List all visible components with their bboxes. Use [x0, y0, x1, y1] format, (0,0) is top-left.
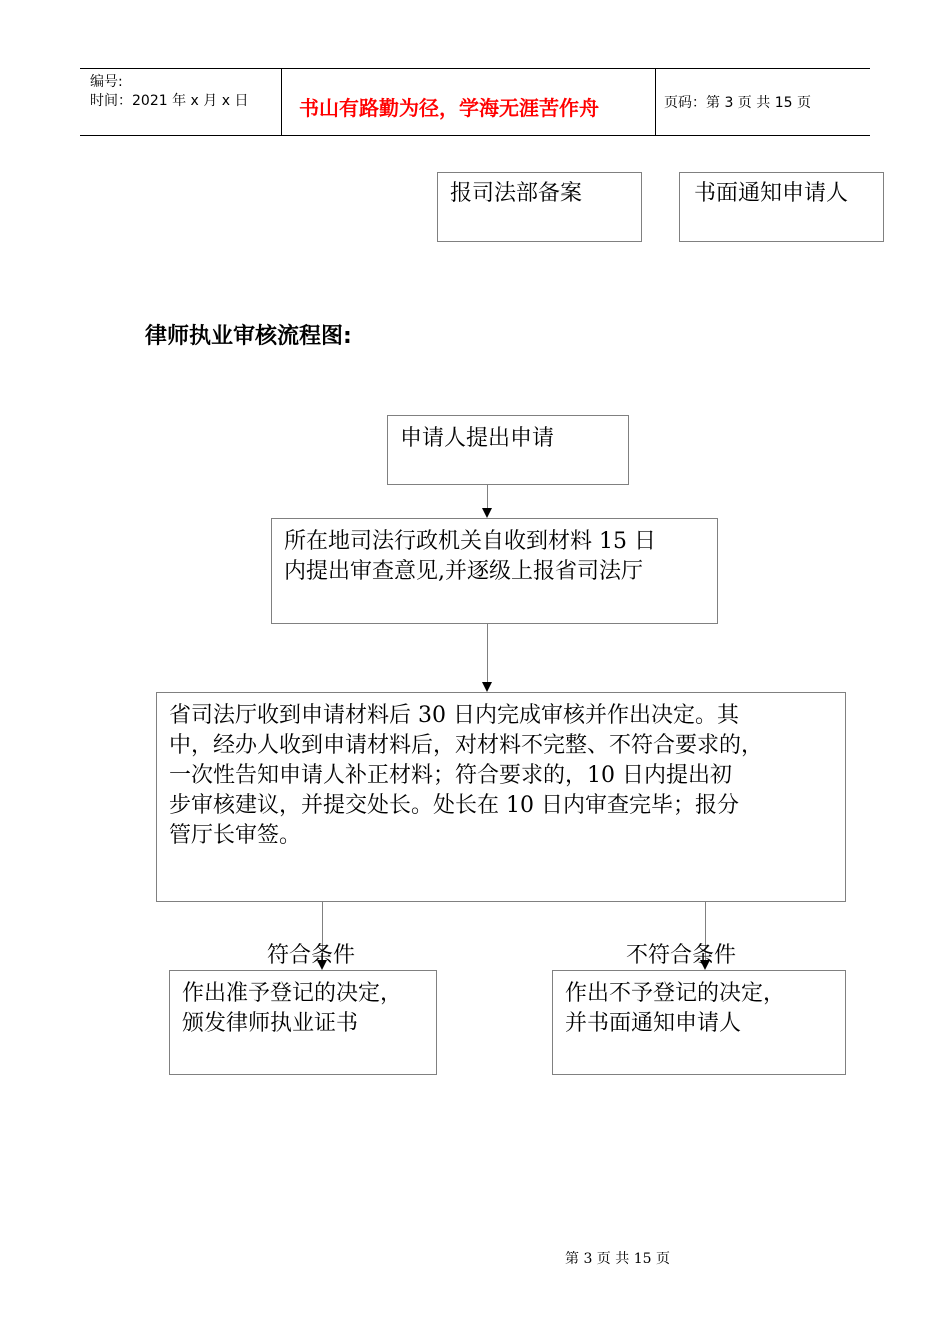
step-apply-text: 申请人提出申请: [400, 426, 555, 451]
arrow-1-line: [487, 485, 488, 509]
header-divider-left: [281, 68, 282, 136]
result-reject-box: [552, 970, 846, 1075]
arrow-2-head: [482, 682, 492, 692]
date-label: 时间：2021 年 x 月 x 日: [90, 93, 249, 109]
header-motto: 书山有路勤为径，学海无涯苦作舟: [299, 96, 599, 120]
step-local-review-box: [271, 518, 718, 624]
condition-yes-label: 符合条件: [267, 943, 356, 968]
arrow-2-line: [487, 624, 488, 682]
header-top-rule: [80, 68, 870, 69]
step-apply-box: [387, 415, 629, 485]
condition-no-label: 不符合条件: [626, 943, 737, 968]
box-notify-applicant: [679, 172, 884, 242]
result-approve-text: 作出准予登记的决定， 颁发律师执业证书: [182, 981, 403, 1036]
flowchart-title: 律师执业审核流程图:: [145, 324, 352, 349]
result-approve-box: [169, 970, 437, 1075]
box-ministry-filing-text: 报司法部备案: [450, 181, 583, 206]
header-divider-right: [655, 68, 656, 136]
box-ministry-filing: [437, 172, 642, 242]
step-local-review-text: 所在地司法行政机关自收到材料 15 日 内提出审查意见,并逐级上报省司法厅: [284, 529, 656, 584]
step-provincial-review-text: 省司法厅收到申请材料后 30 日内完成审核并作出决定。其 中，经办人收到申请材料后，对材料不完整、不符合要求的， 一次性告知申请人补正材料；符合要求的，10 日内提出初 步审核建议，并提交处长。处长在 10 日内审查完毕；报分 管厅长审签。: [169, 703, 764, 848]
header-bottom-rule: [80, 135, 870, 136]
result-reject-text: 作出不予登记的决定， 并书面通知申请人: [565, 981, 786, 1036]
step-provincial-review-box: [156, 692, 846, 902]
page-footer: 第 3 页 共 15 页: [565, 1251, 670, 1267]
serial-label: 编号:: [90, 74, 123, 90]
arrow-1-head: [482, 508, 492, 518]
page-info: 页码：第 3 页 共 15 页: [664, 95, 811, 111]
box-notify-applicant-text: 书面通知申请人: [694, 181, 849, 206]
